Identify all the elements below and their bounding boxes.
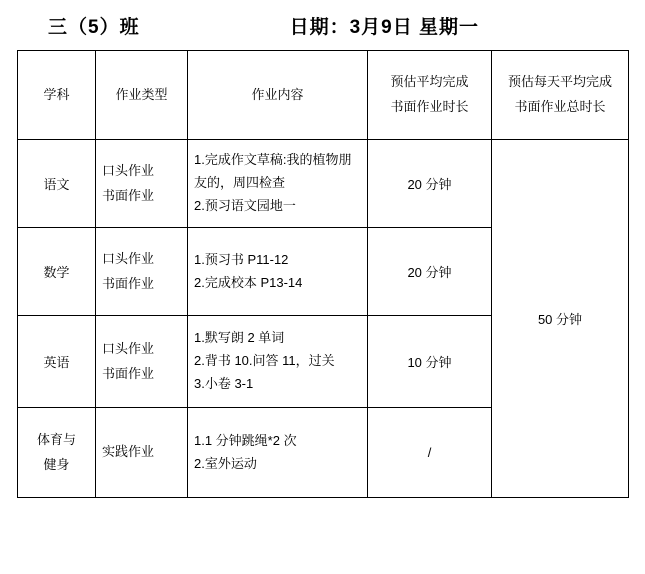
sheet-header: [0, 0, 645, 50]
row-subject: 英语: [18, 316, 96, 408]
header-total: [492, 51, 629, 140]
header-total-line1: 预估每天平均完成: [507, 74, 612, 90]
homework-table: [17, 50, 629, 498]
row-type: [96, 140, 188, 228]
row-type-line2: 书面作业: [102, 275, 155, 291]
row-content: [188, 408, 368, 498]
row-subject: [18, 408, 96, 498]
header-content: 作业内容: [188, 51, 368, 140]
total-time-cell: 50 分钟: [492, 140, 629, 498]
row-type-line2: 书面作业: [102, 365, 155, 381]
header-estimate: [368, 51, 492, 140]
row-content-line3: 2.预习语文园地一: [194, 197, 296, 213]
row-type-line1: 口头作业: [102, 251, 155, 267]
row-type: [96, 316, 188, 408]
date-info: 日期：3月9日 星期一: [289, 16, 479, 38]
row-estimate: 10 分钟: [368, 316, 492, 408]
header-subject: 学科: [18, 51, 96, 140]
row-content-line2: 2.室外运动: [194, 455, 257, 471]
row-content-line1: 1.1 分钟跳绳*2 次: [194, 432, 297, 448]
row-content-line2: 2.完成校本 P13-14: [194, 274, 303, 290]
row-type-line1: 实践作业: [102, 444, 155, 460]
row-content-line2: 友的，周四检查: [194, 175, 286, 191]
row-type-line2: 书面作业: [102, 187, 155, 203]
header-estimate-line1: 预估平均完成: [390, 74, 469, 90]
class-name: 三（5）班: [48, 16, 140, 38]
row-content-line2: 2.背书 10.问答 11，过关: [194, 353, 335, 369]
row-estimate: /: [368, 408, 492, 498]
row-content-line1: 1.预习书 P11-12: [194, 251, 289, 267]
row-estimate: 20 分钟: [368, 228, 492, 316]
row-subject: 语文: [18, 140, 96, 228]
row-content: [188, 228, 368, 316]
table-row: [18, 140, 629, 228]
header-type: 作业类型: [96, 51, 188, 140]
row-type-line1: 口头作业: [102, 163, 155, 179]
row-content: [188, 140, 368, 228]
row-subject-line2: 健身: [43, 456, 70, 472]
row-subject: 数学: [18, 228, 96, 316]
row-content: [188, 316, 368, 408]
row-type: [96, 408, 188, 498]
row-content-line3: 3.小卷 3-1: [194, 375, 254, 391]
row-type-line1: 口头作业: [102, 341, 155, 357]
header-total-line2: 书面作业总时长: [514, 99, 606, 114]
row-type: [96, 228, 188, 316]
row-subject-line1: 体育与: [36, 431, 76, 447]
row-estimate: 20 分钟: [368, 140, 492, 228]
header-estimate-line2: 书面作业时长: [390, 99, 469, 114]
row-content-line1: 1.完成作文草稿:我的植物朋: [194, 152, 352, 168]
table-header-row: [18, 51, 629, 140]
row-content-line1: 1.默写朗 2 单词: [194, 330, 285, 346]
